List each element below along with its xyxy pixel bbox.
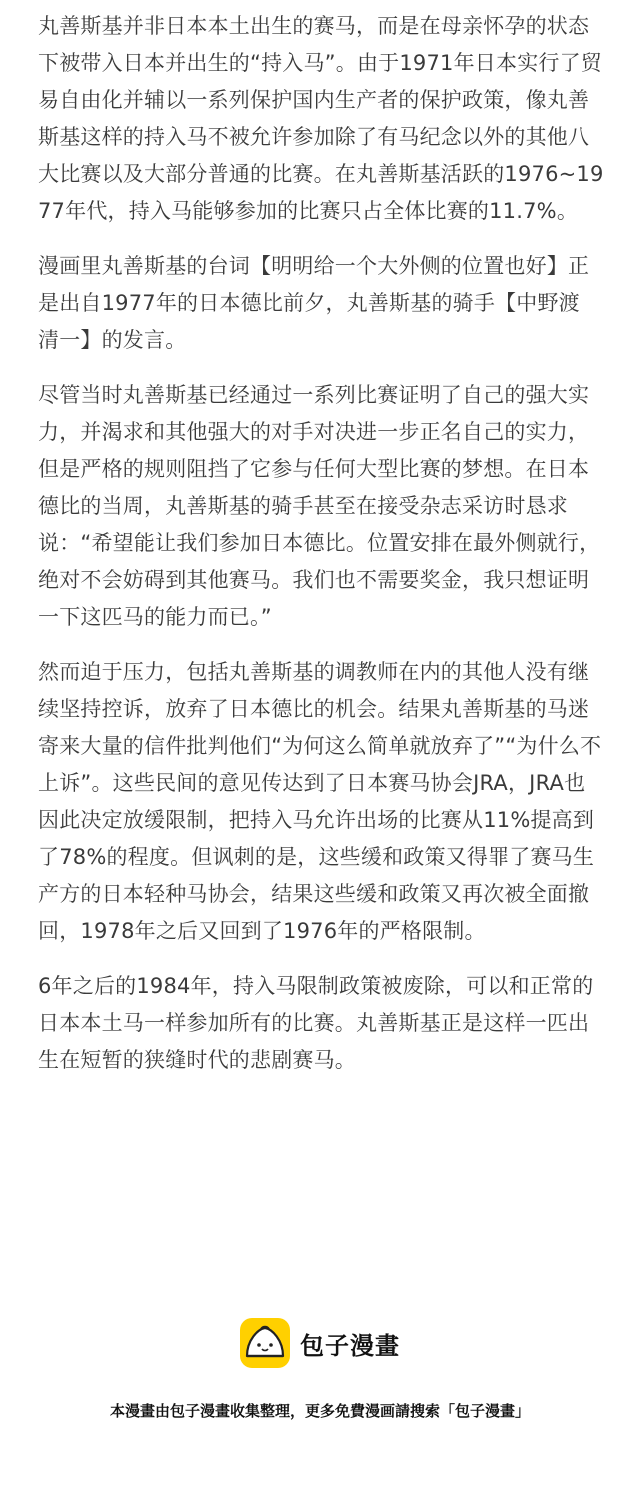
article-paragraph-1: 丸善斯基并非日本本土出生的赛马，而是在母亲怀孕的状态下被带入日本并出生的“持入马”。由于1971年日本实行了贸易自由化并辅以一系列保护国内生产者的保护政策，像丸善斯基这样的持入马不被允许参加除了有马纪念以外的其他八大比赛以及大部分普通的比赛。在丸善斯基活跃的1976~1977年代，持入马能够参加的比赛只占全体比赛的11.7%。 [38, 14, 604, 223]
bun-logo-icon [240, 1318, 290, 1368]
article-paragraph-3: 尽管当时丸善斯基已经通过一系列比赛证明了自己的强大实力，并渴求和其他强大的对手对决进一步正名自己的实力，但是严格的规则阻挡了它参与任何大型比赛的梦想。在日本德比的当周，丸善斯基的骑手甚至在接受杂志采访时恳求说：“希望能让我们参加日本德比。位置安排在最外侧就行，绝对不会妨碍到其他赛马。我们也不需要奖金，我只想证明一下这匹马的能力而已。” [38, 383, 601, 629]
article-paragraph-5: 6年之后的1984年，持入马限制政策被废除，可以和正常的日本本土马一样参加所有的比赛。丸善斯基正是这样一匹出生在短暂的狭缝时代的悲剧赛马。 [38, 974, 594, 1072]
article-paragraph-2: 漫画里丸善斯基的台词【明明给一个大外侧的位置也好】正是出自1977年的日本德比前夕，丸善斯基的骑手【中野渡 清一】的发言。 [38, 254, 590, 352]
brand-name: 包子漫畫 [300, 1331, 400, 1360]
article-body [38, 8, 604, 1097]
article-paragraph-4: 然而迫于压力，包括丸善斯基的调教师在内的其他人没有继续坚持控诉，放弃了日本德比的机会。结果丸善斯基的马迷寄来大量的信件批判他们“为何这么简单就放弃了”“为什么不上诉”。这些民间的意见传达到了日本赛马协会JRA，JRA也因此决定放缓限制，把持入马允许出场的比赛从11%提高到了78%的程度。但讽刺的是，这些缓和政策又得罪了赛马生产方的日本轻种马协会，结果这些缓和政策又再次被全面撤回，1978年之后又回到了1976年的严格限制。 [38, 660, 602, 943]
footer-note: 本漫畫由包子漫畫收集整理，更多免費漫画請搜索「包子漫畫」 [109, 1402, 530, 1420]
site-footer [0, 1318, 640, 1421]
brand-logo-link[interactable] [240, 1318, 400, 1368]
